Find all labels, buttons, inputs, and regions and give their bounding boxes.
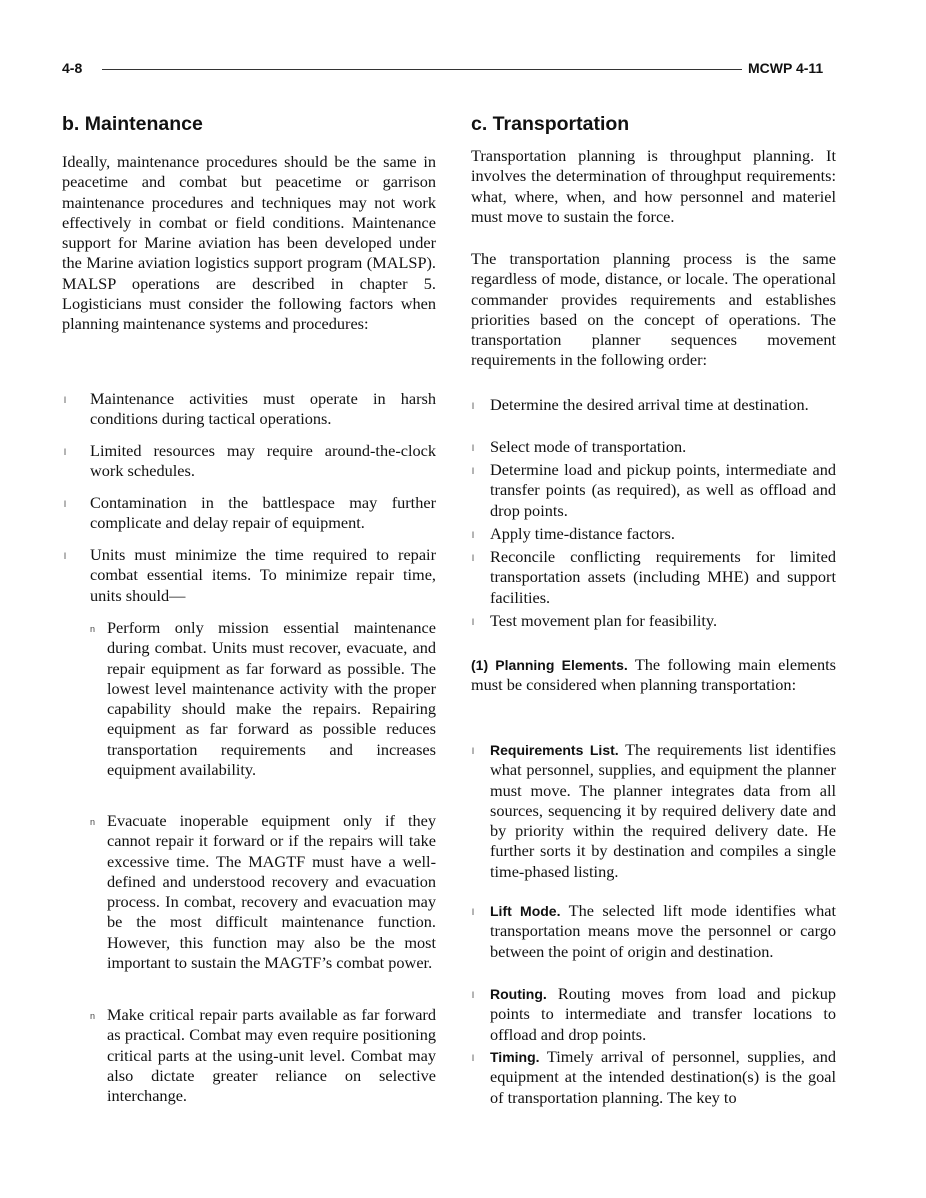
element-item — [490, 740, 836, 882]
list-item: Contamination in the battlespace may further complicate and delay repair of equipment. — [90, 493, 436, 533]
step-item: Determine the desired arrival time at destination. — [490, 395, 809, 414]
planning-elements-paragraph — [471, 655, 836, 696]
bullet-icon: l — [472, 617, 474, 627]
sub-bullet-icon: n — [90, 817, 96, 827]
step-item: Determine load and pickup points, intermediate and transfer points (as required), as well as offload and drop points. — [490, 460, 836, 520]
bullet-icon: l — [64, 395, 66, 405]
maintenance-intro: Ideally, maintenance procedures should be the same in peacetime and combat but peacetime or garrison maintenance procedures and techniques may not work effectively in combat or field conditions. Maintenance support for Marine aviation has been developed under the Marine aviation logistics support program (MALSP). MALSP operations are described in chapter 5. Logisticians must consider the following factors when planning maintenance systems and procedures: — [62, 152, 436, 334]
bullet-icon: l — [64, 551, 66, 561]
element-text: The selected lift mode identifies what transportation means move the personnel or cargo between the point of origin and destination. — [490, 901, 836, 961]
bullet-icon: l — [64, 499, 66, 509]
element-text: The requirements list identifies what personnel, supplies, and equipment the planner must move. The planner integrates data from all sources, sequencing it by required delivery date and by priority within the required delivery date. He further sorts it by destination and compiles a single time-phased listing. — [490, 740, 836, 881]
bullet-icon: l — [472, 466, 474, 476]
bullet-icon: l — [472, 746, 474, 756]
planning-elements-text: The following main elements must be considered when planning transportation: — [471, 655, 836, 695]
section-heading-transportation: c. Transportation — [471, 113, 630, 135]
page-number: 4-8 — [62, 60, 83, 76]
list-item: Maintenance activities must operate in harsh conditions during tactical operations. — [90, 389, 436, 429]
header-rule — [102, 69, 742, 70]
step-item: Apply time-distance factors. — [490, 524, 675, 543]
element-term: Timing. — [490, 1049, 540, 1065]
element-text: Timely arrival of personnel, supplies, and equipment at the intended destination(s) is the goal of transportation planning. The key to — [490, 1047, 836, 1107]
step-item: Reconcile conflicting requirements for limited transportation assets (including MHE) and support facilities. — [490, 547, 836, 607]
sub-list-item: Make critical repair parts available as far forward as practical. Combat may even require positioning critical parts at the using-unit level. Combat may also dictate greater reliance on selective interchange. — [107, 1005, 436, 1106]
sub-list-item: Evacuate inoperable equipment only if they cannot repair it forward or if the repairs will take excessive time. The MAGTF must have a well-defined and understood recovery and evacuation process. In combat, recovery and evacuation may be the most difficult maintenance function. However, this function may also be the most important to sustain the MAGTF’s combat power. — [107, 811, 436, 973]
sub-list-item: Perform only mission essential maintenance during combat. Units must recover, evacuate, and repair equipment as far forward as possible. The lowest level maintenance activity with the proper capability should make the repairs. Repairing equipment as far forward as possible reduces transportation requirements and increases equipment availability. — [107, 618, 436, 780]
element-term: Requirements List. — [490, 742, 619, 758]
bullet-icon: l — [472, 443, 474, 453]
transportation-process: The transportation planning process is the same regardless of mode, distance, or locale. The operational commander provides requirements and establishes priorities based on the concept of operations. The transportation planner sequences movement requirements in the following order: — [471, 249, 836, 370]
element-item — [490, 901, 836, 962]
bullet-icon: l — [472, 1053, 474, 1063]
element-term: Lift Mode. — [490, 903, 561, 919]
transportation-intro: Transportation planning is throughput planning. It involves the determination of throughput requirements: what, where, when, and how personnel and materiel must move to sustain the force. — [471, 146, 836, 226]
element-text: Routing moves from load and pickup points to intermediate and transfer locations to offload and drop points. — [490, 984, 836, 1044]
bullet-icon: l — [472, 530, 474, 540]
bullet-icon: l — [472, 907, 474, 917]
element-item — [490, 984, 836, 1045]
section-heading-maintenance: b. Maintenance — [62, 113, 203, 135]
publication-id: MCWP 4-11 — [748, 60, 824, 76]
bullet-icon: l — [64, 447, 66, 457]
sub-bullet-icon: n — [90, 624, 96, 634]
bullet-icon: l — [472, 990, 474, 1000]
list-item: Units must minimize the time required to repair combat essential items. To minimize repair time, units should— — [90, 545, 436, 605]
list-item: Limited resources may require around-the-clock work schedules. — [90, 441, 436, 481]
step-item: Select mode of transportation. — [490, 437, 687, 456]
element-item — [490, 1047, 836, 1108]
step-item: Test movement plan for feasibility. — [490, 611, 718, 630]
sub-bullet-icon: n — [90, 1011, 96, 1021]
element-term: Routing. — [490, 986, 547, 1002]
planning-elements-heading: (1) Planning Elements. — [471, 657, 628, 673]
bullet-icon: l — [472, 553, 474, 563]
bullet-icon: l — [472, 401, 474, 411]
